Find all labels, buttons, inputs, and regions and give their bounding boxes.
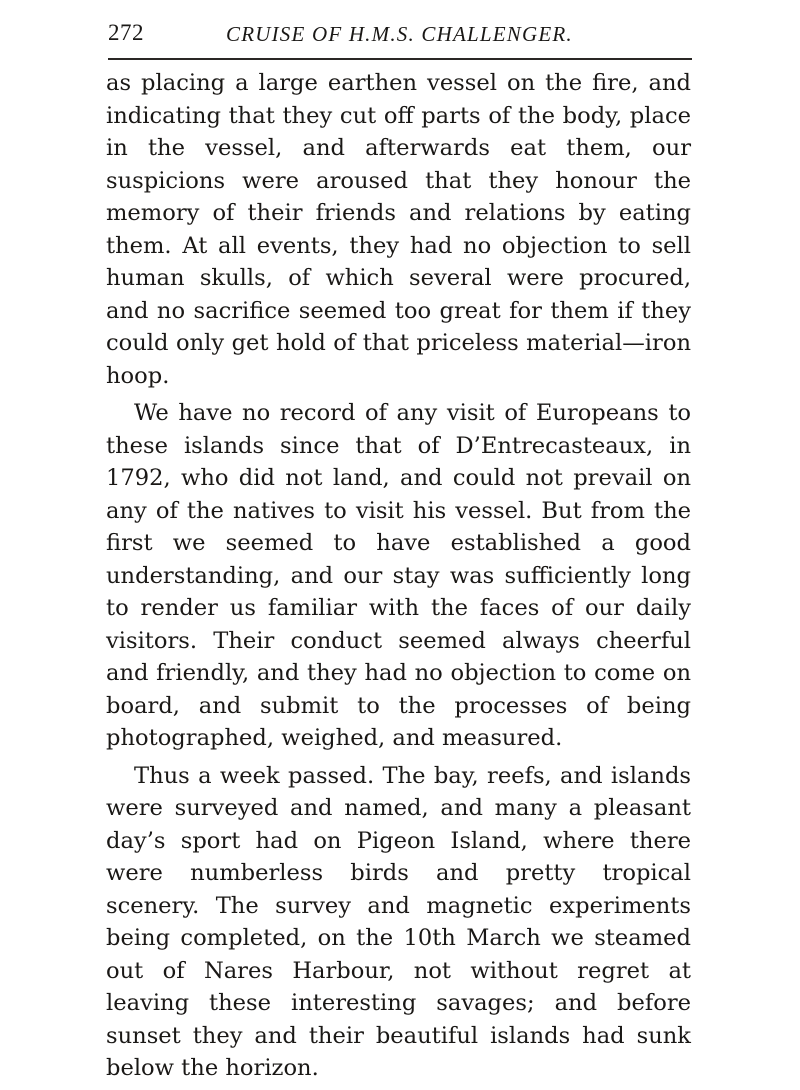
running-title: CRUISE OF H.M.S. CHALLENGER. <box>226 22 573 46</box>
running-head <box>108 18 692 52</box>
paragraph-europeans: We have no record of any visit of Europeans to these islands since that of D’Entrecasteaux, in 1792, who did not land, and could not prevail on any of the natives to visit his vessel. But from the first we seemed to have established a good understanding, and our stay was sufficiently long to render us familiar with the faces of our daily visitors. Their conduct seemed always cheerful and friendly, and they had no objection to come on board, and submit to the processes of being photographed, weighed, and measured. <box>106 400 691 751</box>
paragraph-continued: as placing a large earthen vessel on the fire, and indicating that they cut off parts of the body, place in the vessel, and afterwards eat them, our suspicions were aroused that they honour the memory of their friends and relations by eating them. At all events, they had no objection to sell human skulls, of which several were procured, and no sacrifice seemed too great for them if they could only get hold of that priceless material—iron hoop. <box>106 70 691 389</box>
page-number: 272 <box>108 20 144 45</box>
body-text <box>106 67 691 1090</box>
header-rule <box>108 58 692 60</box>
paragraph-departure: Thus a week passed. The bay, reefs, and islands were surveyed and named, and many a pleasant day’s sport had on Pigeon Island, where there were numberless birds and pretty tropical scenery. The survey and magnetic experiments being completed, on the 10th March we steamed out of Nares Harbour, not without regret at leaving these interesting savages; and before sunset they and their beautiful islands had sunk below the horizon. <box>106 762 691 1081</box>
